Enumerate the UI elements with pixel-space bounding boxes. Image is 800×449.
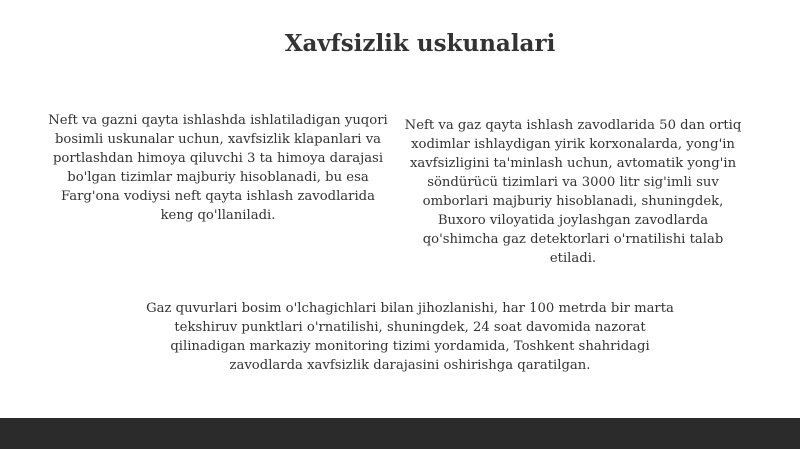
slide-title: Xavfsizlik uskunalari xyxy=(284,30,556,57)
footer-bar xyxy=(0,418,800,449)
paragraph-pipeline-monitoring: Gaz quvurlari bosim o'lchagichlari bilan jihozlanishi, har 100 metrda bir marta tekshiruv punktlari o'rnatilishi, shuningdek, 24 soat davomida nazorat qilinadigan markaziy monitoring tizimi yordamida, Toshkent shahridagi zavodlarda xavfsizlik darajasini oshirishga qaratilgan. xyxy=(146,301,674,373)
paragraph-fire-safety: Neft va gaz qayta ishlash zavodlarida 50 dan ortiq xodimlar ishlaydigan yirik korxonalarda, yong'in xavfsizligini ta'minlash uchun, avtomatik yong'in söndürücü tizimlari va 3000 litr sig'imli suv omborlari majburiy hisoblanadi, shuningdek, Buxoro viloyatida joylashgan zavodlarda qo'shimcha gaz detektorlari o'rnatilishi talab etiladi. xyxy=(404,118,742,266)
paragraph-pressure-equipment: Neft va gazni qayta ishlashda ishlatiladigan yuqori bosimli uskunalar uchun, xavfsizlik klapanlari va portlashdan himoya qiluvchi 3 ta himoya darajasi bo'lgan tizimlar majburiy hisoblanadi, bu esa Farg'ona vodiysi neft qayta ishlash zavodlarida keng qo'llaniladi. xyxy=(48,113,388,223)
